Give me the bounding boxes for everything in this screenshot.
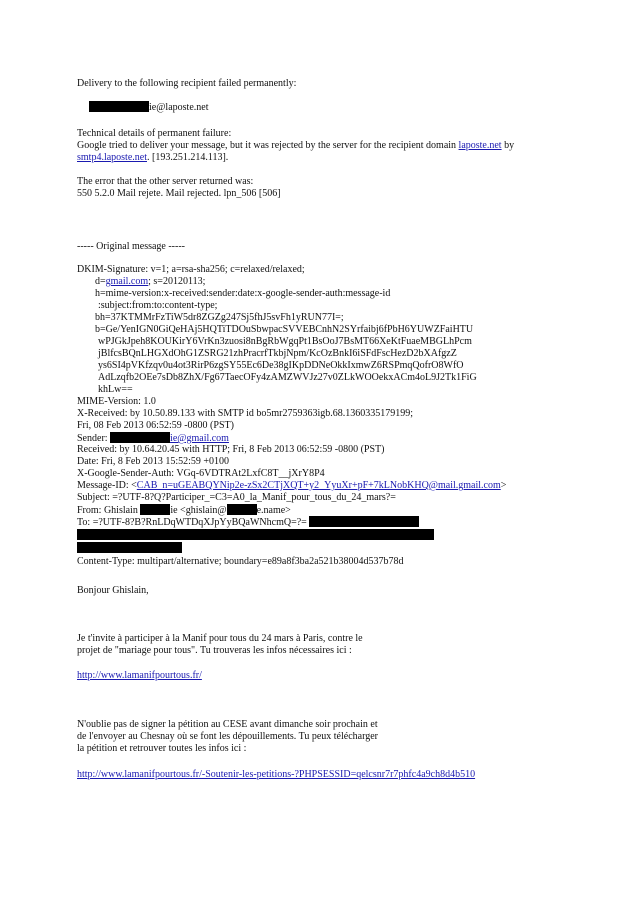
error-heading: The error that the other server returned was: bbox=[77, 176, 254, 187]
redaction-block bbox=[77, 542, 182, 553]
message-id-header: Message-ID: <CAB_n=uGEABQYNip2e-zSx2CTjXQT+y2_YyuXr+pF+7kLNobKHQ@mail.gmail.com> bbox=[77, 480, 507, 491]
original-separator: ----- Original message ----- bbox=[77, 241, 186, 252]
body-paragraph-line: de l'envoyer au Chesnay où se font les dépouillements. Tu peux télécharger bbox=[77, 731, 378, 742]
body-paragraph-line: Je t'invite à participer à la Manif pour tous du 24 mars à Paris, contre le bbox=[77, 633, 363, 644]
xreceived-date: Fri, 08 Feb 2013 06:52:59 -0800 (PST) bbox=[77, 420, 234, 431]
received-header: Received: by 10.64.20.45 with HTTP; Fri, 8 Feb 2013 06:52:59 -0800 (PST) bbox=[77, 444, 385, 455]
dkim-line: AdLzqfb2OEe7sDb8ZhX/Fg67TaecOFy4zAMZWVJz27v0ZLkWOOekxACm4oL9J2Tk1FiG bbox=[98, 372, 477, 383]
redaction-block bbox=[309, 516, 419, 527]
message-id-link[interactable]: CAB_n=uGEABQYNip2e-zSx2CTjXQT+y2_YyuXr+pF+7kLNobKHQ@mail.gmail.com bbox=[136, 480, 501, 491]
subject-header: Subject: =?UTF-8?Q?Participer_=C3=A0_la_Manif_pour_tous_du_24_mars?= bbox=[77, 492, 396, 503]
sender-email-link[interactable]: ie@gmail.com bbox=[170, 433, 229, 444]
dkim-line: ys6SI4pVKfzqv0u4ot3RirP6zgSY55Ec6De38gIKpDDNeOkkIxmwZ6RSPmqQofrO8WfO bbox=[98, 360, 464, 371]
domain-link[interactable]: laposte.net bbox=[458, 140, 502, 151]
dkim-line: :subject:from:to:content-type; bbox=[98, 300, 218, 311]
failed-recipient: ie@laposte.net bbox=[89, 101, 208, 114]
sender-header: Sender: ie@gmail.com bbox=[77, 433, 229, 444]
mime-header: MIME-Version: 1.0 bbox=[77, 396, 156, 407]
bounce-intro: Delivery to the following recipient failed permanently: bbox=[77, 78, 297, 89]
xreceived-header: X-Received: by 10.50.89.133 with SMTP id bo5mr2759363igb.68.1360335179199; bbox=[77, 408, 414, 419]
tech-heading: Technical details of permanent failure: bbox=[77, 128, 232, 139]
redaction-block bbox=[140, 504, 170, 515]
sender-auth-header: X-Google-Sender-Auth: VGq-6VDTRAt2LxfC8T__jXrY8P4 bbox=[77, 468, 325, 479]
error-text: 550 5.2.0 Mail rejete. Mail rejected. lpn_506 [506] bbox=[77, 188, 281, 199]
from-header: From: Ghislain ie <ghislain@ e.name> bbox=[77, 505, 291, 516]
manif-link[interactable]: http://www.lamanifpourtous.fr/ bbox=[77, 670, 202, 681]
body-paragraph-line: projet de "mariage pour tous". Tu trouveras les infos nécessaires ici : bbox=[77, 645, 352, 656]
gmail-link[interactable]: gmail.com bbox=[105, 276, 149, 287]
dkim-line: jBlfcsBQnLHGXdOhG1ZSRG21zhPracrfTkbjNpm/KcOzBnkI6iSFdFscHezD2bXAfgzZ bbox=[98, 348, 457, 359]
redaction-block bbox=[110, 432, 170, 443]
dkim-line: h=mime-version:x-received:sender:date:x-google-sender-auth:message-id bbox=[95, 288, 391, 299]
tech-line-1: Google tried to deliver your message, but it was rejected by the server for the recipient domain laposte.net by bbox=[77, 140, 515, 151]
redaction-block bbox=[77, 529, 434, 540]
body-paragraph-line: la pétition et retrouver toutes les infos ici : bbox=[77, 743, 247, 754]
tech-line-2: smtp4.laposte.net. [193.251.214.113]. bbox=[77, 152, 229, 163]
dkim-line: d=gmail.com; s=20120113; bbox=[95, 276, 206, 287]
server-link[interactable]: smtp4.laposte.net bbox=[77, 152, 147, 163]
redaction-block bbox=[89, 101, 149, 112]
dkim-line: wPJGkJpeh8KOUKirY6VrKn3zuosi8nBgRbWgqPt1BsOoJ7BsMT66XeKtFuaeMBGLhPcm bbox=[98, 336, 472, 347]
greeting: Bonjour Ghislain, bbox=[77, 585, 149, 596]
body-paragraph-line: N'oublie pas de signer la pétition au CESE avant dimanche soir prochain et bbox=[77, 719, 378, 730]
dkim-line: DKIM-Signature: v=1; a=rsa-sha256; c=relaxed/relaxed; bbox=[77, 264, 305, 275]
date-header: Date: Fri, 8 Feb 2013 15:52:59 +0100 bbox=[77, 456, 230, 467]
petition-link[interactable]: http://www.lamanifpourtous.fr/-Soutenir-les-petitions-?PHPSESSID=qelcsnr7r7phfc4a9ch8d4b510 bbox=[77, 769, 476, 780]
content-type-header: Content-Type: multipart/alternative; boundary=e89a8f3ba2a521b38004d537b78d bbox=[77, 556, 404, 567]
to-header: To: =?UTF-8?B?RnLDqWTDqXJpYyBQaWNhcmQ=?= bbox=[77, 516, 419, 529]
dkim-line: b=Ge/YenIGN0GiQeHAj5HQTiTDOuSbwpacSVVEBCnhN2SYrfaibj6fPbH6YUWZFaiHTU bbox=[95, 324, 474, 335]
redaction-block bbox=[227, 504, 257, 515]
dkim-line: khLw== bbox=[98, 384, 133, 395]
dkim-line: bh=37KTMMrFzTiW5dr8ZGZg247Sj5fhJ5svFh1yRUN77I=; bbox=[95, 312, 344, 323]
